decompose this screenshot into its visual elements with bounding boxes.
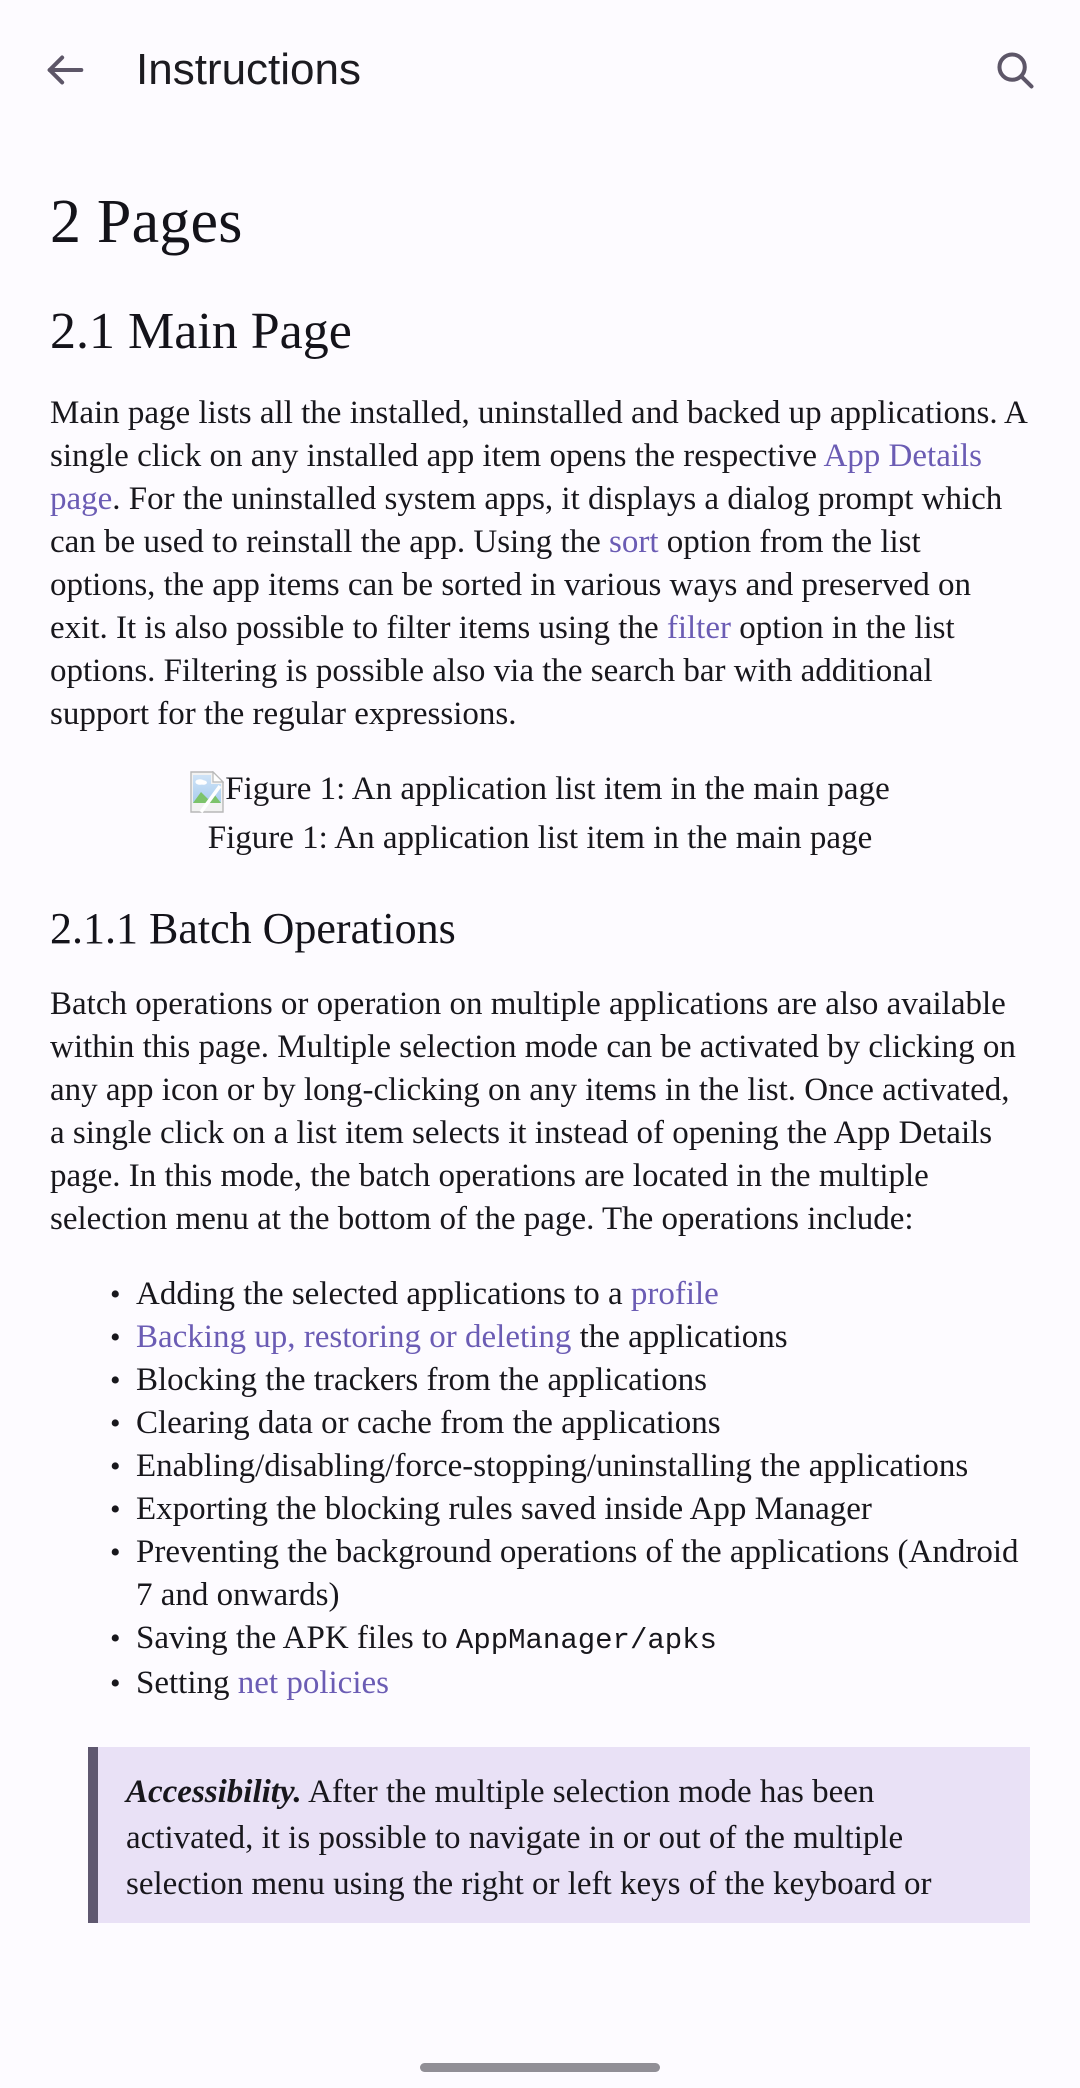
link-filter[interactable]: filter bbox=[666, 609, 731, 646]
list-item bbox=[110, 1359, 1030, 1402]
list-item bbox=[110, 1488, 1030, 1531]
paragraph-main-page bbox=[50, 392, 1030, 736]
link-backing-up-restoring-deleting[interactable]: Backing up, restoring or deleting bbox=[136, 1319, 572, 1356]
search-button[interactable] bbox=[984, 39, 1046, 101]
app-bar bbox=[0, 0, 1080, 140]
list-item bbox=[110, 1316, 1030, 1359]
broken-image-icon bbox=[190, 771, 224, 813]
paragraph-text-2: . For the uninstalled system apps, it displays a dialog prompt which can be used to reinstall the app. Using the bbox=[50, 480, 1003, 560]
arrow-left-icon bbox=[42, 47, 88, 93]
paragraph-text-4: option in the list options. Filtering is possible also via the search bar with additional support for the regular expressions. bbox=[50, 609, 955, 732]
back-button[interactable] bbox=[34, 39, 96, 101]
paragraph-text-1: Main page lists all the installed, uninstalled and backed up applications. A single click on any installed app item opens the respective bbox=[50, 394, 1027, 474]
heading-subsection: 2.1.1 Batch Operations bbox=[50, 904, 456, 954]
list-item bbox=[110, 1662, 1030, 1705]
link-app-details-page[interactable]: App Details page bbox=[50, 437, 983, 517]
list-item-text: Clearing data or cache from the applications bbox=[136, 1405, 721, 1442]
list-item bbox=[110, 1617, 1030, 1662]
figure-caption: Figure 1: An application list item in the main page bbox=[207, 820, 873, 857]
accessibility-callout bbox=[88, 1747, 1030, 1923]
batch-operations-list bbox=[50, 1273, 1030, 1705]
link-profile[interactable]: profile bbox=[630, 1276, 719, 1313]
list-item bbox=[110, 1445, 1030, 1488]
list-item-text: Blocking the trackers from the applications bbox=[136, 1362, 707, 1399]
figure-alt-text: Figure 1: An application list item in the main page bbox=[225, 770, 890, 807]
heading-chapter: 2 Pages bbox=[50, 188, 243, 256]
list-item-text: Exporting the blocking rules saved inside App Manager bbox=[136, 1491, 872, 1528]
figure-1 bbox=[50, 768, 1030, 861]
figure-image-line bbox=[190, 768, 889, 811]
list-item bbox=[110, 1273, 1030, 1316]
list-item bbox=[110, 1402, 1030, 1445]
callout-paragraph bbox=[126, 1769, 1000, 1907]
home-indicator[interactable] bbox=[420, 2063, 660, 2072]
list-item-text-pre: Saving the APK files to bbox=[136, 1620, 456, 1657]
paragraph-batch-operations: Batch operations or operation on multiple applications are also available within this page. Multiple selection mode can be activated by clicking on any app icon or by long-clicking on any items in the list. Once activated, a single click on a list item selects it instead of opening the App Details page. In this mode, the batch operations are located in the multiple selection menu at the bottom of the page. The operations include: bbox=[50, 986, 1016, 1238]
paragraph-text-3: option from the list options, the app items can be sorted in various ways and preserved on exit. It is also possible to filter items using the bbox=[50, 523, 972, 646]
search-icon bbox=[992, 47, 1038, 93]
link-net-policies[interactable]: net policies bbox=[237, 1665, 389, 1702]
link-sort[interactable]: sort bbox=[609, 523, 659, 560]
list-item-text-pre: Adding the selected applications to a bbox=[136, 1276, 631, 1313]
list-item-text-pre: Setting bbox=[136, 1665, 238, 1702]
callout-body: After the multiple selection mode has been activated, it is possible to navigate in or out of the multiple selection menu using the right or left keys of the keyboard or bbox=[126, 1774, 932, 1903]
heading-section: 2.1 Main Page bbox=[50, 303, 352, 361]
page-title: Instructions bbox=[136, 45, 361, 94]
list-item-text-post: the applications bbox=[571, 1319, 788, 1356]
document-content bbox=[0, 188, 1080, 1923]
list-item-text: Preventing the background operations of the applications (Android 7 and onwards) bbox=[136, 1534, 1019, 1614]
code-apk-path: AppManager/apks bbox=[455, 1624, 717, 1658]
list-item-text: Enabling/disabling/force-stopping/uninstalling the applications bbox=[136, 1448, 969, 1485]
list-item bbox=[110, 1531, 1030, 1617]
callout-lead: Accessibility. bbox=[126, 1774, 302, 1811]
